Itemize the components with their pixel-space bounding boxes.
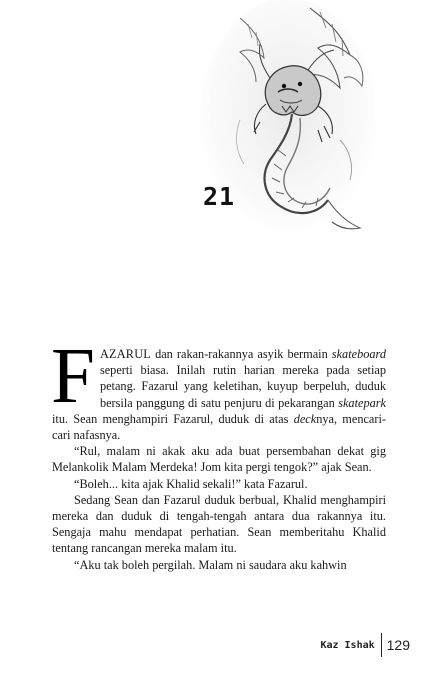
footer-divider: [381, 633, 382, 657]
italic-term: deck: [293, 411, 317, 426]
paragraph: [52, 492, 386, 557]
text-run: nya, mencari-cari nafasnya.: [52, 411, 386, 443]
paragraph: [52, 443, 386, 475]
running-footer-author: Kaz Ishak: [320, 639, 375, 651]
paragraph: [52, 476, 386, 492]
italic-term: skateboard: [331, 347, 386, 361]
opening-paragraph: [51, 333, 386, 443]
first-word: AZARUL: [99, 347, 152, 361]
text-run: dan rakan-rakannya asyik bermain: [151, 347, 332, 361]
text-run: Sedang Sean dan Fazarul duduk berbual, Khalid menghampiri mereka dan duduk di tengah-tengah antara dua rakannya itu. Sengaja mahu mendapat perhatian. Sean memberitahu Khalid tentang rancangan mereka malam itu.: [52, 492, 386, 556]
italic-term: skatepark: [338, 395, 386, 410]
chapter-body: [51, 333, 386, 573]
page-number: 129: [386, 637, 410, 653]
text-run: “Aku tak boleh pergilah. Malam ni saudara aku kahwin: [74, 557, 347, 572]
text-run: seperti biasa. Inilah rutin harian mereka pada setiap petang. Fazarul yang keletihan, kuyup berpeluh, duduk bersila panggung di satu penjuru di pekarangan: [99, 363, 386, 410]
drop-cap: F: [51, 333, 95, 420]
text-run: “Rul, malam ni akak aku ada buat persembahan dekat gig Melankolik Malam Merdeka! Jom kita pergi tengok?” ajak Sean.: [52, 444, 386, 475]
text-run: itu. Sean menghampiri Fazarul, duduk di atas: [52, 411, 294, 426]
page-footer: [320, 630, 410, 660]
paragraph: [52, 557, 386, 573]
chapter-number: 21: [202, 182, 236, 211]
text-run: “Boleh... kita ajak Khalid sekali!” kata Fazarul.: [74, 476, 308, 491]
